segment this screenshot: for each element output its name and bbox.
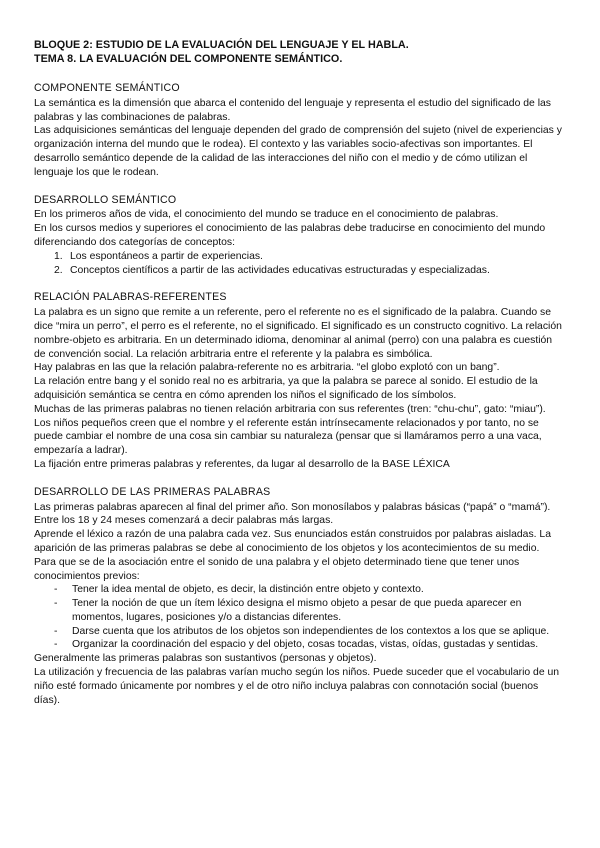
list-item-text: Tener la idea mental de objeto, es decir, la distinción entre objeto y contexto.	[72, 584, 424, 596]
list-marker: -	[54, 584, 58, 596]
list-marker: -	[54, 598, 58, 610]
section-heading: RELACIÓN PALABRAS-REFERENTES	[34, 291, 227, 304]
section-heading: DESARROLLO SEMÁNTICO	[34, 193, 177, 206]
paragraph: En los cursos medios y superiores el conocimiento de las palabras debe traducirse en conocimiento del mundo diferenciando dos categorías de conceptos:	[34, 223, 546, 248]
section-heading: DESARROLLO DE LAS PRIMERAS PALABRAS	[34, 485, 271, 498]
list-item-text: Los espontáneos a partir de experiencias.	[70, 250, 263, 262]
paragraph: La utilización y frecuencia de las palabras varían mucho según los niños. Puede suceder que el vocabulario de un niño esté formado únicamente por nombres y el de otro niño incluya palabras con connotación social (buenos días).	[34, 667, 560, 706]
paragraph: La relación entre bang y el sonido real no es arbitraria, ya que la palabra se parece al sonido. El estudio de la adquisición semántica se centra en cómo aprenden los niños el significado de los símbolos.	[34, 376, 538, 401]
paragraph: Para que se de la asociación entre el sonido de una palabra y el objeto determinado tiene que tener unos conocimientos previos:	[34, 556, 520, 582]
list-item	[34, 583, 566, 597]
paragraph: En los primeros años de vida, el conocimiento del mundo se traduce en el conocimiento de palabras.	[34, 209, 499, 221]
list-item-text: Darse cuenta que los atributos de los objetos son independientes de los contextos a los que se aplique.	[72, 625, 550, 637]
section-heading: COMPONENTE SEMÁNTICO	[34, 82, 180, 94]
list-item-text: Organizar la coordinación del espacio y del objeto, cosas tocadas, vistas, oídas, gustadas y sentidas.	[72, 639, 539, 651]
paragraph: Muchas de las primeras palabras no tienen relación arbitraria con sus referentes (tren: “chu-chu”, gato: “miau”).	[34, 403, 546, 415]
paragraph: La fijación entre primeras palabras y referentes, da lugar al desarrollo de la BASE LÉXICA	[34, 458, 450, 470]
document-title	[34, 38, 566, 66]
section-componente-semantico	[34, 82, 566, 180]
numbered-list	[34, 250, 566, 278]
dash-list	[34, 583, 566, 652]
paragraph: La semántica es la dimensión que abarca el contenido del lenguaje y representa el estudio del significado de las palabras y las combinaciones de palabras.	[34, 97, 551, 123]
list-item-text: Conceptos científicos a partir de las actividades educativas estructuradas y especializadas.	[70, 264, 490, 276]
section-relacion-palabras-referentes	[34, 291, 566, 471]
list-marker: -	[54, 625, 58, 637]
list-item-text: Tener la noción de que un ítem léxico designa el mismo objeto a pesar de que pueda aparecer en momentos, lugares, posiciones y/o a distancias diferentes.	[72, 598, 522, 623]
list-item	[34, 638, 566, 652]
list-item	[34, 264, 566, 278]
paragraph: La palabra es un signo que remite a un referente, pero el referente no es el significado de la palabra. Cuando se dice “mira un perro”, el perro es el referente, no el significado. El significado es un constructo cognitivo. La relación nombre-objeto es arbitraria. En un determinado idioma, denominar al animal (perro) con una palabra es cuestión de convención social. La relación arbitraria entre el referente y la palabra es simbólica.	[34, 307, 562, 360]
title-line-2: TEMA 8. LA EVALUACIÓN DEL COMPONENTE SEMÁNTICO.	[34, 53, 343, 65]
title-line-1: BLOQUE 2: ESTUDIO DE LA EVALUACIÓN DEL LENGUAJE Y EL HABLA.	[34, 39, 409, 51]
paragraph: Aprende el léxico a razón de una palabra cada vez. Sus enunciados están construidos por palabras aisladas. La aparición de las primeras palabras se debe al conocimiento de los objetos y los acontecimientos de su medio.	[34, 529, 551, 554]
paragraph: Hay palabras en las que la relación palabra-referente no es arbitraria. “el globo explotó con un bang”.	[34, 362, 500, 374]
list-marker: 1.	[54, 250, 63, 262]
list-item	[34, 250, 566, 264]
list-item	[34, 597, 566, 625]
paragraph: Generalmente las primeras palabras son sustantivos (personas y objetos).	[34, 653, 377, 665]
list-marker: 2.	[54, 264, 63, 276]
paragraph: Los niños pequeños creen que el nombre y el referente están intrínsecamente relacionados y por tanto, no se puede cambiar el nombre de una cosa sin cambiar su naturaleza (pensar que si llamáramos perro a una vaca, empezaría a ladrar).	[34, 417, 542, 457]
list-marker: -	[54, 639, 58, 651]
section-desarrollo-semantico	[34, 194, 566, 278]
section-desarrollo-primeras-palabras	[34, 486, 566, 708]
list-item	[34, 625, 566, 639]
paragraph: Las adquisiciones semánticas del lenguaje dependen del grado de comprensión del sujeto (nivel de experiencias y organización interna del mundo que le rodea). El contexto y las variables socio-afectivas son importantes. El desarrollo semántico depende de la calidad de las interacciones del niño con el medio y de cómo utilizan el lenguaje los que le rodean.	[34, 125, 562, 178]
paragraph: Las primeras palabras aparecen al final del primer año. Son monosílabos y palabras básicas (“papá” o “mamá”). Entre los 18 y 24 meses comenzará a decir palabras más largas.	[34, 501, 551, 527]
